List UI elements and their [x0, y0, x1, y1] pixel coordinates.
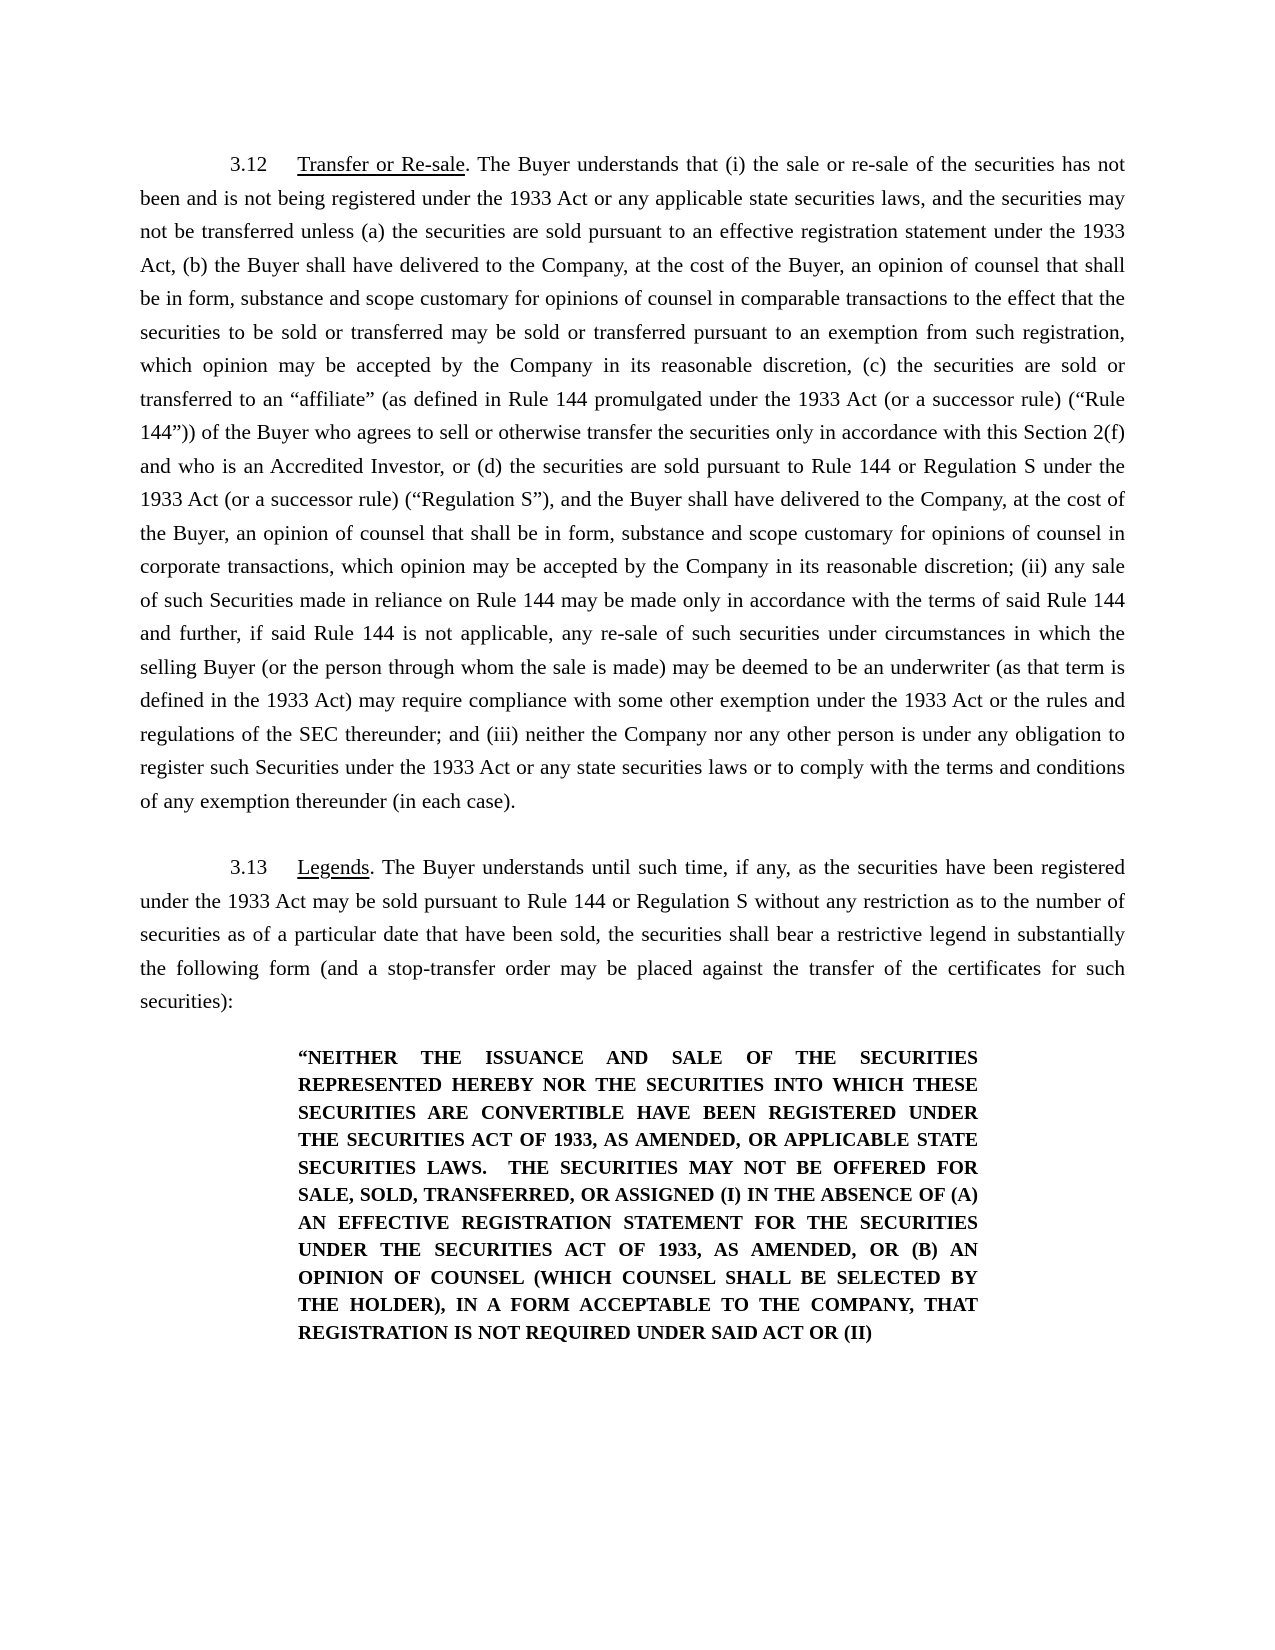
heading-period: .: [464, 152, 471, 176]
securities-restrictive-legend-block: “NEITHER THE ISSUANCE AND SALE OF THE SECURITIES REPRESENTED HEREBY NOR THE SECURITIES INTO WHICH THESE SECURITIES ARE CONVERTIBLE HAVE BEEN REGISTERED UNDER THE SECURITIES ACT OF 1933, AS AMENDED, OR APPLICABLE STATE SECURITIES LAWS. THE SECURITIES MAY NOT BE OFFERED FOR SALE, SOLD, TRANSFERRED, OR ASSIGNED (I) IN THE ABSENCE OF (A) AN EFFECTIVE REGISTRATION STATEMENT FOR THE SECURITIES UNDER THE SECURITIES ACT OF 1933, AS AMENDED, OR (B) AN OPINION OF COUNSEL (WHICH COUNSEL SHALL BE SELECTED BY THE HOLDER), IN A FORM ACCEPTABLE TO THE COMPANY, THAT REGISTRATION IS NOT REQUIRED UNDER SAID ACT OR (II): [298, 1047, 978, 1344]
section-heading-transfer-or-resale: Transfer or Re-sale: [297, 152, 465, 176]
section-paragraph-3-13: [140, 851, 1125, 1019]
section-body-3-12: The Buyer understands that (i) the sale or re-sale of the securities has not been and is not being registered under the 1933 Act or any applicable state securities laws, and the securities may not be transferred unless (a) the securities are sold pursuant to an effective registration statement under the 1933 Act, (b) the Buyer shall have delivered to the Company, at the cost of the Buyer, an opinion of counsel that shall be in form, substance and scope customary for opinions of counsel in comparable transactions to the effect that the securities to be sold or transferred may be sold or transferred pursuant to an exemption from such registration, which opinion may be accepted by the Company in its reasonable discretion, (c) the securities are sold or transferred to an “affiliate” (as defined in Rule 144 promulgated under the 1933 Act (or a successor rule) (“Rule 144”)) of the Buyer who agrees to sell or otherwise transfer the securities only in accordance with this Section 2(f) and who is an Accredited Investor, or (d) the securities are sold pursuant to Rule 144 or Regulation S under the 1933 Act (or a successor rule) (“Regulation S”), and the Buyer shall have delivered to the Company, at the cost of the Buyer, an opinion of counsel that shall be in form, substance and scope customary for opinions of counsel in corporate transactions, which opinion may be accepted by the Company in its reasonable discretion; (ii) any sale of such Securities made in reliance on Rule 144 may be made only in accordance with the terms of said Rule 144 and further, if said Rule 144 is not applicable, any re-sale of such securities under circumstances in which the selling Buyer (or the person through whom the sale is made) may be deemed to be an underwriter (as that term is defined in the 1933 Act) may require compliance with some other exemption under the 1933 Act or the rules and regulations of the SEC thereunder; and (iii) neither the Company nor any other person is under any obligation to register such Securities under the 1933 Act or any state securities laws or to comply with the terms and conditions of any exemption thereunder (in each case).: [140, 152, 1125, 813]
section-heading-legends: Legends: [297, 855, 370, 879]
heading-period: .: [369, 855, 375, 879]
section-number-3-12: 3.12: [230, 152, 268, 176]
section-number-3-13: 3.13: [230, 855, 268, 879]
section-body-3-13: The Buyer understands until such time, if any, as the securities have been registered under the 1933 Act may be sold pursuant to Rule 144 or Regulation S without any restriction as to the number of securities as of a particular date that have been sold, the securities shall bear a restrictive legend in substantially the following form (and a stop-transfer order may be placed against the transfer of the certificates for such securities):: [140, 855, 1125, 1013]
section-paragraph-3-12: [140, 148, 1125, 818]
